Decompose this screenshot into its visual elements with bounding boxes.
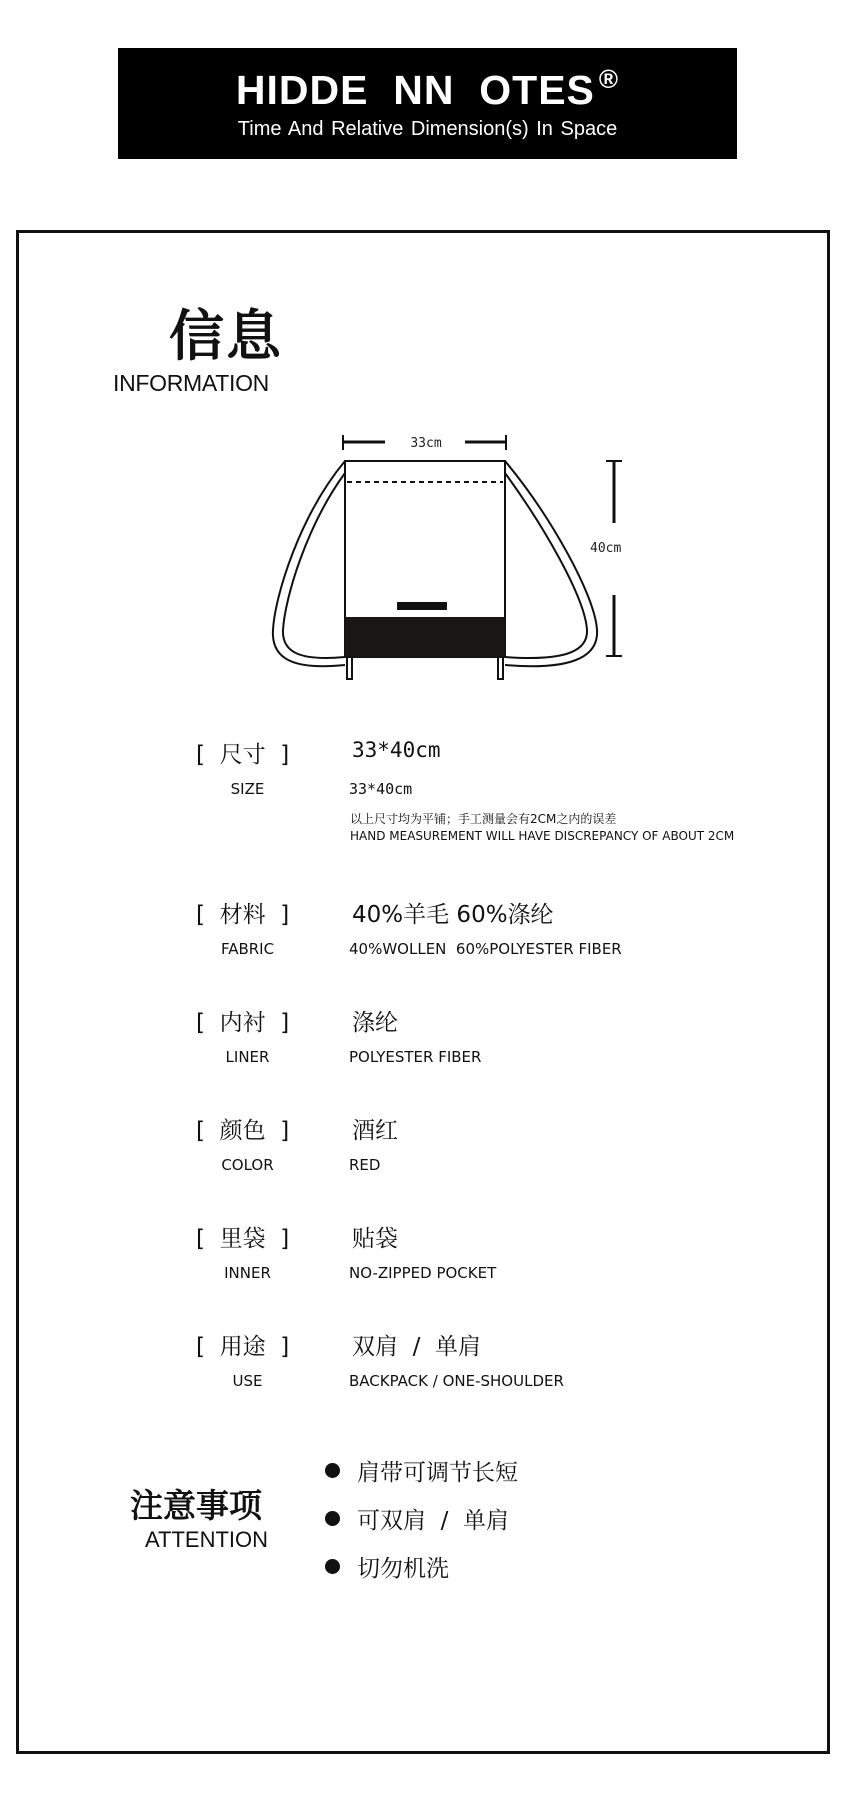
height-label: 40cm (590, 541, 622, 556)
spec-label-en: INNER (224, 1264, 271, 1282)
bag-dimension-diagram (265, 425, 635, 687)
spec-label-cn: [ 里袋 ] (196, 1226, 290, 1252)
attention-item-text: 切勿机洗 (357, 1556, 449, 1582)
spec-value-cn: 双肩 / 单肩 (352, 1334, 481, 1360)
spec-value-cn: 贴袋 (352, 1226, 398, 1252)
right-strap-end (498, 657, 503, 679)
spec-label-cn: [ 用途 ] (196, 1334, 290, 1360)
bullet-icon (325, 1511, 340, 1526)
spec-value-en: RED (349, 1156, 381, 1174)
size-note-cn: 以上尺寸均为平铺；手工测量会有2CM之内的误差 (350, 812, 617, 826)
spec-value-cn: 40%羊毛 60%涤纶 (352, 902, 554, 928)
attention-item-text: 可双肩 / 单肩 (357, 1508, 509, 1534)
spec-label-cn: [ 尺寸 ] (196, 742, 290, 768)
attention-title-en: ATTENTION (145, 1527, 269, 1552)
attention-item (325, 1550, 449, 1654)
width-dimension (343, 435, 506, 451)
bag-brand-tag (397, 602, 447, 610)
bullet-icon (325, 1559, 340, 1574)
brand-banner (118, 48, 737, 159)
attention-title-cn: 注意事项 (130, 1486, 262, 1525)
width-label: 33cm (410, 436, 442, 451)
brand-name: HIDDE NN OTES (235, 67, 595, 113)
spec-value-en: 40%WOLLEN 60%POLYESTER FIBER (349, 940, 622, 958)
info-title-cn: 信息 (169, 303, 284, 368)
spec-value-en: 33*40cm (349, 780, 413, 798)
left-strap-end (347, 657, 352, 679)
brand-tagline: Time And Relative Dimension(s) In Space (237, 118, 618, 140)
bullet-icon (325, 1463, 340, 1478)
bag-bottom-panel (345, 617, 505, 657)
spec-value-en: BACKPACK / ONE-SHOULDER (349, 1372, 564, 1390)
spec-label-cn: [ 材料 ] (196, 902, 290, 928)
height-dimension (590, 461, 622, 656)
spec-label-cn: [ 内衬 ] (196, 1010, 290, 1036)
left-strap-inner (283, 473, 345, 658)
spec-value-cn: 涤纶 (352, 1010, 398, 1036)
spec-value-cn: 33*40cm (352, 738, 441, 762)
attention-item-text: 肩带可调节长短 (357, 1460, 518, 1486)
info-title-en: INFORMATION (113, 370, 269, 396)
brand-logo (118, 64, 737, 114)
spec-value-en: POLYESTER FIBER (349, 1048, 482, 1066)
spec-label-en: FABRIC (220, 940, 275, 958)
spec-label-en: LINER (225, 1048, 270, 1066)
spec-label-en: SIZE (230, 780, 265, 798)
registered-mark: ® (598, 64, 620, 94)
spec-label-en: USE (232, 1372, 263, 1390)
spec-value-cn: 酒红 (352, 1118, 398, 1144)
spec-value-en: NO-ZIPPED POCKET (349, 1264, 497, 1282)
size-note-en: HAND MEASUREMENT WILL HAVE DISCREPANCY OF ABOUT 2CM (350, 829, 735, 843)
spec-label-cn: [ 颜色 ] (196, 1118, 290, 1144)
spec-label-en: COLOR (221, 1156, 274, 1174)
